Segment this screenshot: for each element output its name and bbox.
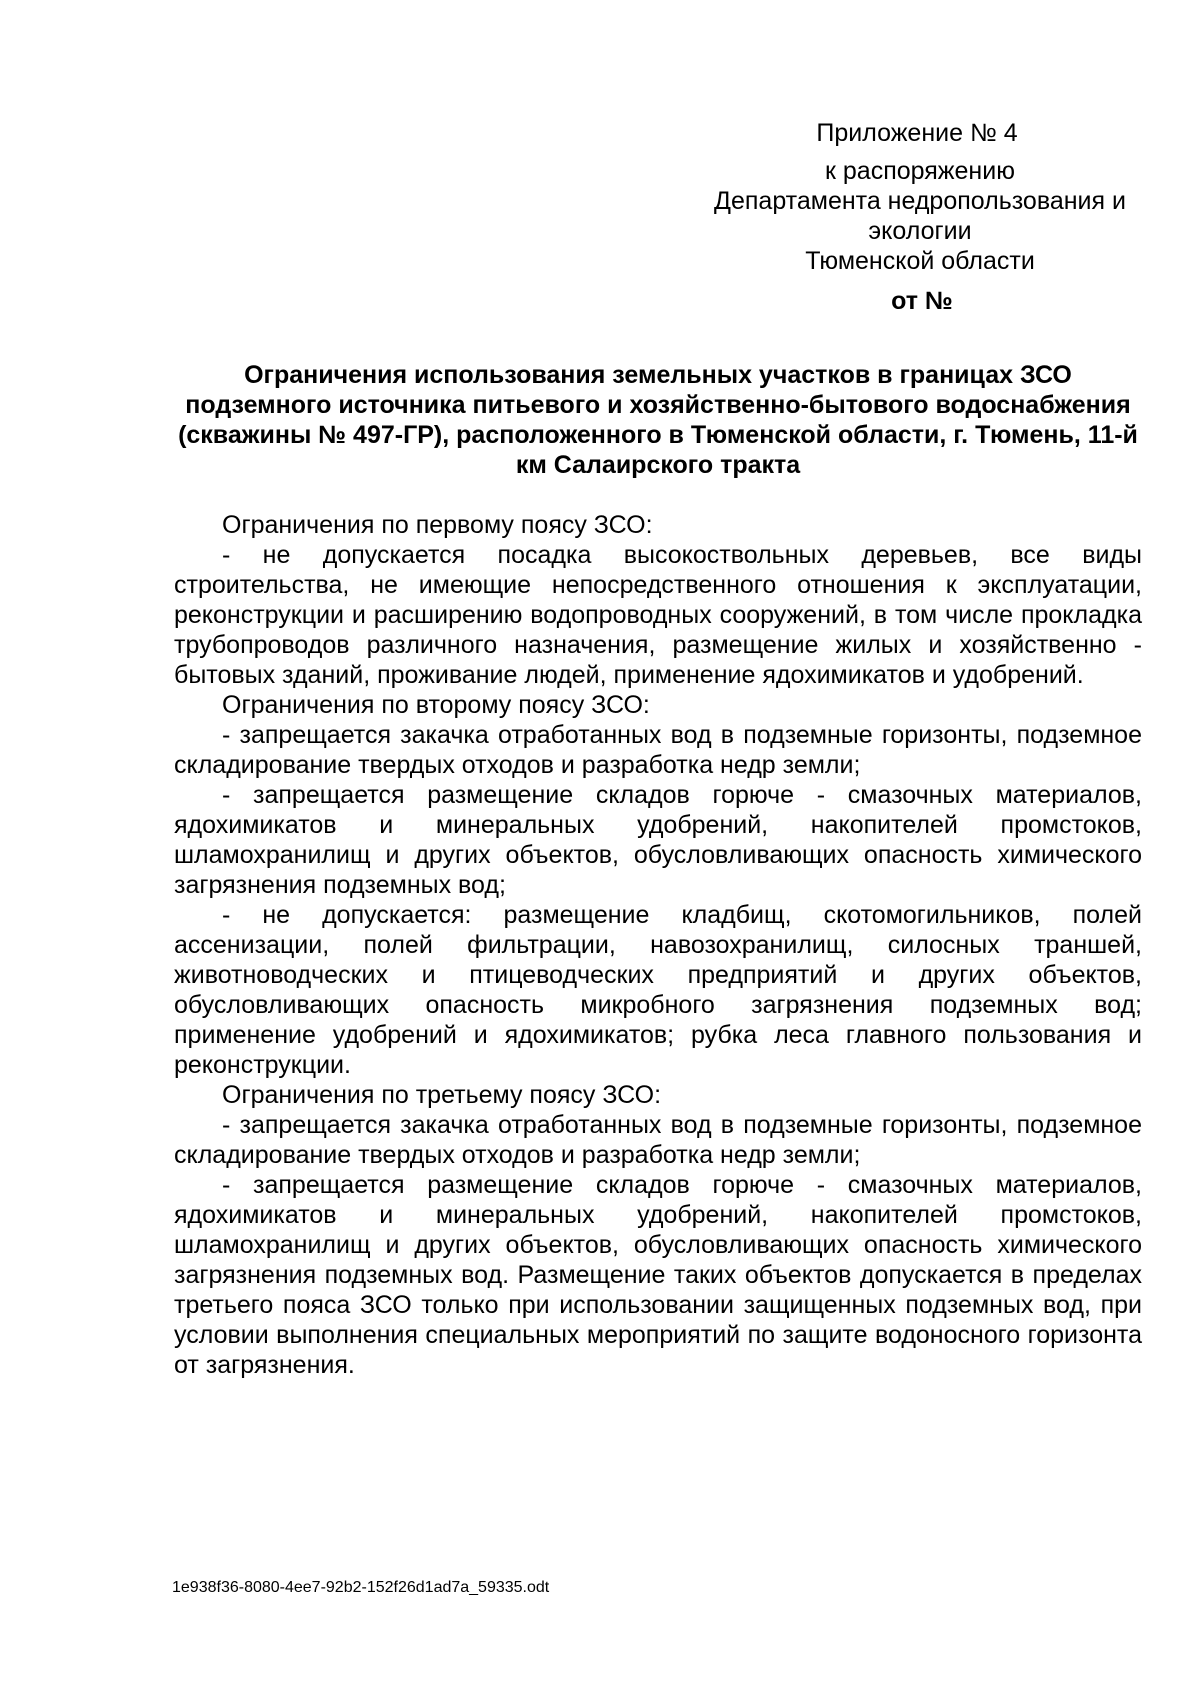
header-line-order: к распоряжению <box>825 157 1015 185</box>
header-line-region: Тюменской области <box>805 247 1035 275</box>
header-line-department: Департамента недропользования и <box>714 187 1126 215</box>
appendix-number: Приложение № 4 <box>816 119 1018 147</box>
paragraph-belt2-restriction-3: - не допускается: размещение кладбищ, скотомогильников, полей ассенизации, полей фильтрации, навозохранилищ, силосных траншей, животноводческих и птицеводческих предприятий и других объектов, обусловливающих опасность микробного загрязнения подземных вод; применение удобрений и ядохимикатов; рубка леса главного пользования и реконструкции. <box>174 901 1142 1079</box>
paragraph-belt3-heading: Ограничения по третьему поясу ЗСО: <box>222 1081 662 1109</box>
paragraph-belt2-restriction-2: - запрещается размещение складов горюче - смазочных материалов, ядохимикатов и минеральных удобрений, накопителей промстоков, шламохранилищ и других объектов, обусловливающих опасность химического загрязнения подземных вод; <box>174 781 1142 899</box>
paragraph-belt3-restriction-2: - запрещается размещение складов горюче - смазочных материалов, ядохимикатов и минеральных удобрений, накопителей промстоков, шламохранилищ и других объектов, обусловливающих опасность химического загрязнения подземных вод. Размещение таких объектов допускается в пределах третьего пояса ЗСО только при использовании защищенных подземных вод, при условии выполнения специальных мероприятий по защите водоносного горизонта от загрязнения. <box>174 1171 1142 1379</box>
header-line-ecology: экологии <box>868 217 972 245</box>
approval-header <box>690 118 1150 316</box>
paragraph-belt1-restriction: - не допускается посадка высокоствольных деревьев, все виды строительства, не имеющие непосредственного отношения к эксплуатации, реконструкции и расширению водопроводных сооружений, в том числе прокладка трубопроводов различного назначения, размещение жилых и хозяйственно - бытовых зданий, проживание людей, применение ядохимикатов и удобрений. <box>174 541 1142 689</box>
paragraph-belt2-restriction-1: - запрещается закачка отработанных вод в подземные горизонты, подземное складирование твердых отходов и разработка недр земли; <box>174 721 1142 779</box>
paragraph-belt2-heading: Ограничения по второму поясу ЗСО: <box>222 691 650 719</box>
date-number-line: от № <box>891 287 953 315</box>
document-body <box>174 510 1142 1380</box>
paragraph-belt3-restriction-1: - запрещается закачка отработанных вод в подземные горизонты, подземное складирование твердых отходов и разработка недр земли; <box>174 1111 1142 1169</box>
file-name-footer: 1e938f36-8080-4ee7-92b2-152f26d1ad7a_59335.odt <box>172 1579 550 1596</box>
document-title: Ограничения использования земельных участков в границах ЗСО подземного источника питьевого и хозяйственно-бытового водоснабжения (скважины № 497-ГР), расположенного в Тюменской области, г. Тюмень, 11-й км Салаирского тракта <box>178 361 1138 479</box>
paragraph-belt1-heading: Ограничения по первому поясу ЗСО: <box>222 511 653 539</box>
